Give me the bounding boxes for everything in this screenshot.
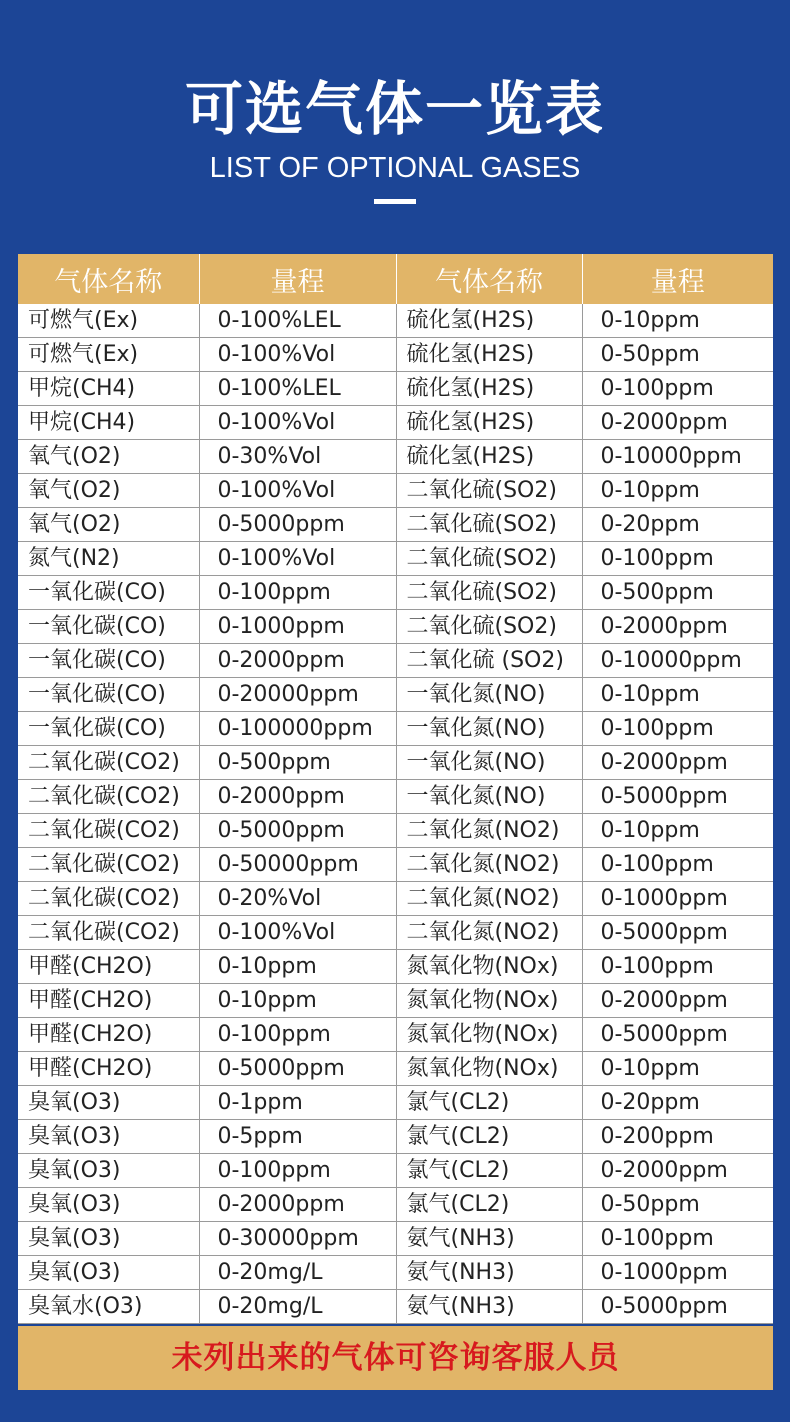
table-row (18, 1256, 773, 1290)
range-cell: 0-5000ppm (582, 1290, 773, 1324)
table-row (18, 814, 773, 848)
gas-table (18, 254, 773, 1324)
table-row (18, 1086, 773, 1120)
gas-name-cell: 氯气(CL2) (396, 1154, 582, 1188)
range-cell: 0-100%Vol (199, 406, 396, 440)
range-cell: 0-100ppm (199, 576, 396, 610)
gas-name-cell: 二氧化碳(CO2) (18, 916, 199, 950)
page-title: 可选气体一览表 (184, 75, 605, 143)
table-row (18, 406, 773, 440)
gas-name-cell: 甲醛(CH2O) (18, 1052, 199, 1086)
range-cell: 0-100%LEL (199, 304, 396, 338)
range-cell: 0-100ppm (199, 1018, 396, 1052)
table-row (18, 950, 773, 984)
table-row (18, 780, 773, 814)
table-body (18, 304, 773, 1324)
gas-name-cell: 甲醛(CH2O) (18, 984, 199, 1018)
gas-name-cell: 一氧化碳(CO) (18, 712, 199, 746)
table-row (18, 474, 773, 508)
range-cell: 0-20ppm (582, 508, 773, 542)
range-cell: 0-20mg/L (199, 1290, 396, 1324)
gas-name-cell: 氧气(O2) (18, 508, 199, 542)
range-cell: 0-1000ppm (199, 610, 396, 644)
range-cell: 0-5000ppm (582, 1018, 773, 1052)
range-cell: 0-100%Vol (199, 338, 396, 372)
table-row (18, 542, 773, 576)
range-cell: 0-10ppm (582, 474, 773, 508)
table-row (18, 712, 773, 746)
range-cell: 0-50ppm (582, 1188, 773, 1222)
table-row (18, 508, 773, 542)
table-row (18, 1120, 773, 1154)
gas-name-cell: 二氧化硫(SO2) (396, 474, 582, 508)
table-row (18, 1290, 773, 1324)
range-cell: 0-10ppm (582, 678, 773, 712)
gas-name-cell: 一氧化氮(NO) (396, 712, 582, 746)
gas-name-cell: 一氧化氮(NO) (396, 780, 582, 814)
range-cell: 0-500ppm (582, 576, 773, 610)
range-cell: 0-10ppm (582, 304, 773, 338)
gas-name-cell: 氧气(O2) (18, 440, 199, 474)
table-row (18, 440, 773, 474)
gas-name-cell: 氮氧化物(NOx) (396, 950, 582, 984)
gas-name-cell: 二氧化碳(CO2) (18, 746, 199, 780)
gas-name-cell: 二氧化碳(CO2) (18, 882, 199, 916)
gas-name-cell: 二氧化碳(CO2) (18, 814, 199, 848)
range-cell: 0-100ppm (582, 1222, 773, 1256)
gas-name-cell: 臭氧(O3) (18, 1120, 199, 1154)
range-cell: 0-2000ppm (199, 780, 396, 814)
gas-name-cell: 二氧化氮(NO2) (396, 882, 582, 916)
range-cell: 0-2000ppm (199, 1188, 396, 1222)
range-cell: 0-100%Vol (199, 542, 396, 576)
table-row (18, 746, 773, 780)
table-row (18, 644, 773, 678)
table-row (18, 678, 773, 712)
range-cell: 0-10000ppm (582, 644, 773, 678)
range-cell: 0-500ppm (199, 746, 396, 780)
range-cell: 0-2000ppm (582, 746, 773, 780)
gas-name-cell: 二氧化氮(NO2) (396, 848, 582, 882)
column-header-gas-name: 气体名称 (396, 254, 582, 304)
title-divider (374, 199, 416, 204)
range-cell: 0-10000ppm (582, 440, 773, 474)
range-cell: 0-100ppm (582, 712, 773, 746)
gas-name-cell: 臭氧(O3) (18, 1154, 199, 1188)
range-cell: 0-30000ppm (199, 1222, 396, 1256)
gas-name-cell: 二氧化硫(SO2) (396, 610, 582, 644)
gas-name-cell: 臭氧水(O3) (18, 1290, 199, 1324)
range-cell: 0-10ppm (199, 950, 396, 984)
range-cell: 0-2000ppm (199, 644, 396, 678)
footer-note: 未列出来的气体可咨询客服人员 (18, 1326, 773, 1390)
gas-name-cell: 甲醛(CH2O) (18, 950, 199, 984)
range-cell: 0-100000ppm (199, 712, 396, 746)
range-cell: 0-200ppm (582, 1120, 773, 1154)
gas-name-cell: 氨气(NH3) (396, 1256, 582, 1290)
table-row (18, 1052, 773, 1086)
gas-name-cell: 臭氧(O3) (18, 1222, 199, 1256)
gas-name-cell: 硫化氢(H2S) (396, 372, 582, 406)
table-row (18, 1154, 773, 1188)
table-row (18, 1188, 773, 1222)
range-cell: 0-20%Vol (199, 882, 396, 916)
range-cell: 0-100ppm (582, 950, 773, 984)
column-header-range: 量程 (199, 254, 396, 304)
range-cell: 0-5000ppm (582, 916, 773, 950)
gas-name-cell: 二氧化碳(CO2) (18, 848, 199, 882)
column-header-range: 量程 (582, 254, 773, 304)
gas-name-cell: 臭氧(O3) (18, 1256, 199, 1290)
gas-name-cell: 二氧化碳(CO2) (18, 780, 199, 814)
gas-name-cell: 硫化氢(H2S) (396, 338, 582, 372)
table-row (18, 916, 773, 950)
range-cell: 0-10ppm (582, 1052, 773, 1086)
table-row (18, 338, 773, 372)
table-row (18, 848, 773, 882)
gas-table-container (18, 254, 773, 1324)
range-cell: 0-30%Vol (199, 440, 396, 474)
gas-name-cell: 一氧化碳(CO) (18, 610, 199, 644)
gas-name-cell: 可燃气(Ex) (18, 304, 199, 338)
gas-name-cell: 二氧化氮(NO2) (396, 814, 582, 848)
range-cell: 0-1000ppm (582, 1256, 773, 1290)
gas-name-cell: 可燃气(Ex) (18, 338, 199, 372)
table-row (18, 984, 773, 1018)
gas-name-cell: 硫化氢(H2S) (396, 440, 582, 474)
range-cell: 0-20ppm (582, 1086, 773, 1120)
column-header-gas-name: 气体名称 (18, 254, 199, 304)
table-row (18, 882, 773, 916)
gas-name-cell: 氧气(O2) (18, 474, 199, 508)
range-cell: 0-5ppm (199, 1120, 396, 1154)
range-cell: 0-1ppm (199, 1086, 396, 1120)
gas-name-cell: 一氧化氮(NO) (396, 746, 582, 780)
range-cell: 0-20000ppm (199, 678, 396, 712)
range-cell: 0-100ppm (582, 542, 773, 576)
range-cell: 0-100ppm (199, 1154, 396, 1188)
gas-name-cell: 氮气(N2) (18, 542, 199, 576)
gas-name-cell: 二氧化硫(SO2) (396, 542, 582, 576)
gas-name-cell: 硫化氢(H2S) (396, 406, 582, 440)
range-cell: 0-2000ppm (582, 984, 773, 1018)
gas-name-cell: 甲烷(CH4) (18, 406, 199, 440)
range-cell: 0-100%Vol (199, 474, 396, 508)
range-cell: 0-100%LEL (199, 372, 396, 406)
range-cell: 0-100ppm (582, 372, 773, 406)
gas-name-cell: 二氧化硫(SO2) (396, 576, 582, 610)
range-cell: 0-1000ppm (582, 882, 773, 916)
range-cell: 0-50ppm (582, 338, 773, 372)
page-subtitle: LIST OF OPTIONAL GASES (209, 152, 581, 184)
gas-name-cell: 一氧化氮(NO) (396, 678, 582, 712)
range-cell: 0-5000ppm (199, 1052, 396, 1086)
gas-name-cell: 甲烷(CH4) (18, 372, 199, 406)
gas-name-cell: 臭氧(O3) (18, 1188, 199, 1222)
range-cell: 0-100ppm (582, 848, 773, 882)
gas-name-cell: 二氧化氮(NO2) (396, 916, 582, 950)
gas-name-cell: 一氧化碳(CO) (18, 644, 199, 678)
gas-name-cell: 一氧化碳(CO) (18, 678, 199, 712)
gas-name-cell: 氨气(NH3) (396, 1222, 582, 1256)
gas-name-cell: 氯气(CL2) (396, 1086, 582, 1120)
range-cell: 0-50000ppm (199, 848, 396, 882)
range-cell: 0-10ppm (582, 814, 773, 848)
gas-name-cell: 氨气(NH3) (396, 1290, 582, 1324)
range-cell: 0-5000ppm (199, 814, 396, 848)
table-row (18, 1018, 773, 1052)
range-cell: 0-10ppm (199, 984, 396, 1018)
range-cell: 0-2000ppm (582, 1154, 773, 1188)
range-cell: 0-2000ppm (582, 610, 773, 644)
table-row (18, 372, 773, 406)
table-row (18, 610, 773, 644)
range-cell: 0-100%Vol (199, 916, 396, 950)
table-row (18, 1222, 773, 1256)
range-cell: 0-5000ppm (582, 780, 773, 814)
gas-name-cell: 二氧化硫 (SO2) (396, 644, 582, 678)
range-cell: 0-20mg/L (199, 1256, 396, 1290)
gas-name-cell: 氮氧化物(NOx) (396, 984, 582, 1018)
gas-name-cell: 氯气(CL2) (396, 1188, 582, 1222)
gas-name-cell: 二氧化硫(SO2) (396, 508, 582, 542)
table-row (18, 576, 773, 610)
range-cell: 0-5000ppm (199, 508, 396, 542)
gas-name-cell: 氮氧化物(NOx) (396, 1052, 582, 1086)
gas-name-cell: 臭氧(O3) (18, 1086, 199, 1120)
gas-name-cell: 氯气(CL2) (396, 1120, 582, 1154)
gas-name-cell: 氮氧化物(NOx) (396, 1018, 582, 1052)
range-cell: 0-2000ppm (582, 406, 773, 440)
gas-name-cell: 硫化氢(H2S) (396, 304, 582, 338)
table-row (18, 304, 773, 338)
table-header-row (18, 254, 773, 304)
gas-name-cell: 一氧化碳(CO) (18, 576, 199, 610)
gas-name-cell: 甲醛(CH2O) (18, 1018, 199, 1052)
